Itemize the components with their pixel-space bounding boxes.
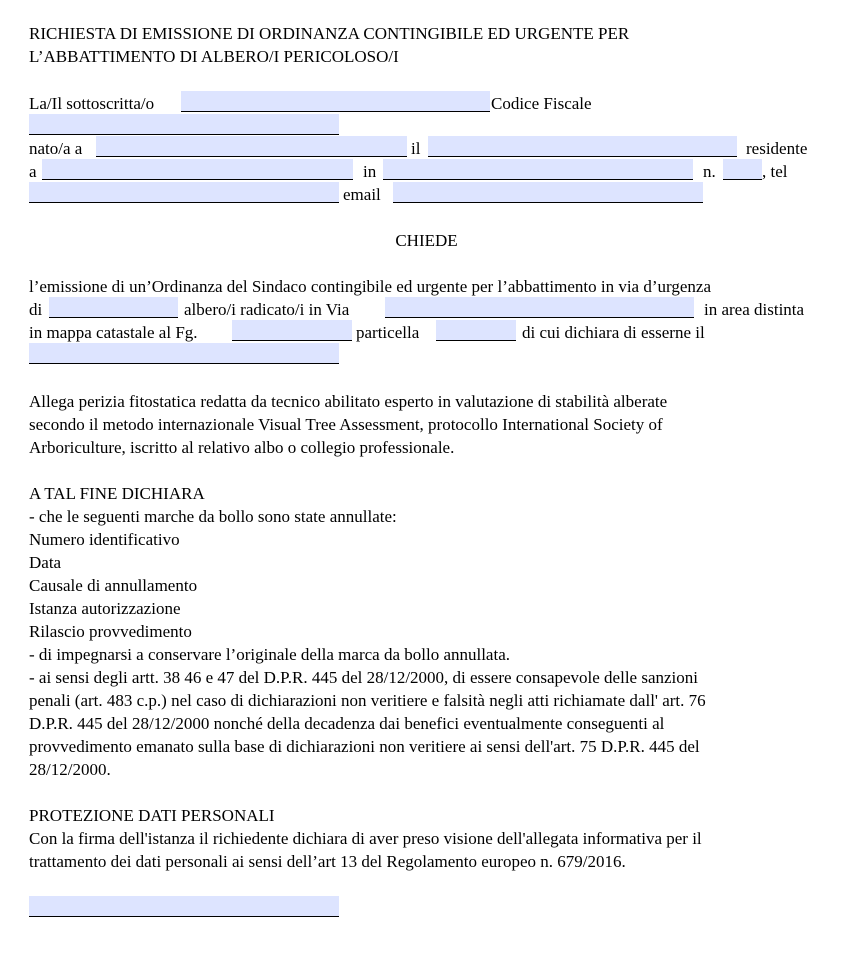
parcel-field[interactable] <box>436 320 516 341</box>
street-label: in <box>363 162 377 181</box>
stamp-request-label: Istanza autorizzazione <box>29 599 181 618</box>
tax-code-field[interactable] <box>29 114 339 135</box>
birthplace-field[interactable] <box>96 136 407 157</box>
born-on-label: il <box>411 139 421 158</box>
privacy-heading: PROTEZIONE DATI PERSONALI <box>29 806 275 825</box>
attachment-line-3: Arboriculture, iscritto al relativo albo o collegio professionale. <box>29 438 455 457</box>
parcel-label: particella <box>356 323 420 342</box>
tree-street-label: albero/i radicato/i in Via <box>184 300 350 319</box>
stamp-issue-label: Rilascio provvedimento <box>29 622 192 641</box>
declaration-heading: A TAL FINE DICHIARA <box>29 484 205 503</box>
privacy-line-2: trattamento dei dati personali ai sensi dell’art 13 del Regolamento europeo n. 679/2016. <box>29 852 626 871</box>
street-field[interactable] <box>383 159 693 180</box>
tax-code-label: Codice Fiscale <box>491 94 592 113</box>
legal-line-1: - ai sensi degli artt. 38 46 e 47 del D.P.R. 445 del 28/12/2000, di essere consapevole delle sanzioni <box>29 668 699 687</box>
cadastral-map-label: in mappa catastale al Fg. <box>29 323 198 342</box>
privacy-line-1: Con la firma dell'istanza il richiedente dichiara di aver preso visione dell'allegata informativa per il <box>29 829 702 848</box>
tree-count-field[interactable] <box>49 297 178 318</box>
request-heading: CHIEDE <box>395 231 458 250</box>
legal-line-3: D.P.R. 445 del 28/12/2000 nonché della decadenza dai benefici eventualmente conseguenti al <box>29 714 665 733</box>
born-label: nato/a a <box>29 139 83 158</box>
stamp-reason-label: Causale di annullamento <box>29 576 198 595</box>
cadastral-sheet-field[interactable] <box>232 320 352 341</box>
stamps-intro: - che le seguenti marche da bollo sono state annullate: <box>29 507 397 526</box>
legal-line-2: penali (art. 483 c.p.) nel caso di dichiarazioni non veritiere e falsità negli atti richiamate dall' art. 76 <box>29 691 706 710</box>
email-field[interactable] <box>393 182 703 203</box>
street-number-field[interactable] <box>723 159 762 180</box>
resident-city-field[interactable] <box>42 159 353 180</box>
signer-label: La/Il sottoscritta/o <box>29 94 155 113</box>
stamp-date-label: Data <box>29 553 62 572</box>
email-label: email <box>343 185 381 204</box>
street-number-label: n. <box>703 162 716 181</box>
birthdate-field[interactable] <box>428 136 737 157</box>
stamp-id-label: Numero identificativo <box>29 530 180 549</box>
attachment-line-2: secondo il metodo internazionale Visual Tree Assessment, protocollo International Society of <box>29 415 663 434</box>
tree-count-label: di <box>29 300 43 319</box>
legal-line-5: 28/12/2000. <box>29 760 111 779</box>
phone-field[interactable] <box>29 182 339 203</box>
signer-name-field[interactable] <box>181 91 490 112</box>
resident-label: residente <box>746 139 808 158</box>
signature-field[interactable] <box>29 896 339 917</box>
area-label: in area distinta <box>704 300 805 319</box>
attachment-line-1: Allega perizia fitostatica redatta da tecnico abilitato esperto in valutazione di stabilità alberate <box>29 392 668 411</box>
tree-street-field[interactable] <box>385 297 694 318</box>
owner-label: di cui dichiara di esserne il <box>522 323 705 342</box>
resident-city-label: a <box>29 162 37 181</box>
legal-line-4: provvedimento emanato sulla base di dichiarazioni non veritiere ai sensi dell'art. 75 D.P.R. 445 del <box>29 737 700 756</box>
request-text-line-1: l’emissione di un’Ordinanza del Sindaco contingibile ed urgente per l’abbattimento in via d’urgenza <box>29 277 712 296</box>
owner-title-field[interactable] <box>29 343 339 364</box>
document-title-line-1: RICHIESTA DI EMISSIONE DI ORDINANZA CONTINGIBILE ED URGENTE PER <box>29 24 630 43</box>
keep-original-text: - di impegnarsi a conservare l’originale della marca da bollo annullata. <box>29 645 510 664</box>
phone-label: , tel <box>762 162 788 181</box>
document-title-line-2: L’ABBATTIMENTO DI ALBERO/I PERICOLOSO/I <box>29 47 399 66</box>
